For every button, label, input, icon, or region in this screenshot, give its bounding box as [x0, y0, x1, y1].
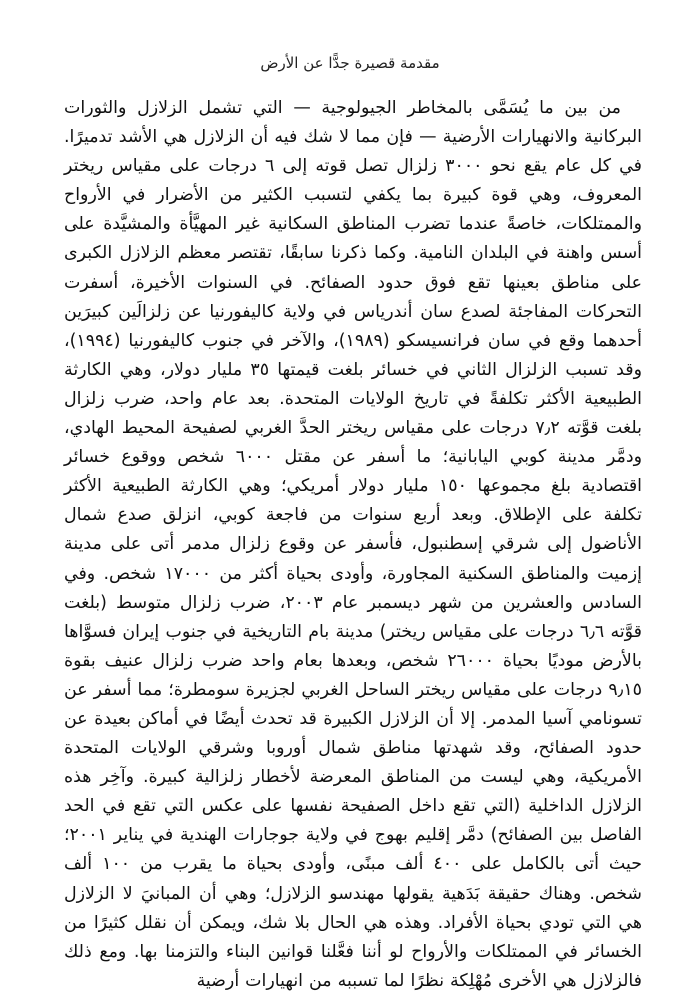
body-paragraph: من بين ما يُسَمَّى بالمخاطر الجيولوجية — التي تشمل الزلازل والثورات البركانية والانهيارات الأرضية — فإن مما لا شك فيه أن الزلازل هي الأشد تدميرًا. في كل عام يقع نحو ٣٠٠٠ زلزال تصل قوته إلى ٦ درجات على مقياس ريختر المعروف، وهي قوة كبيرة بما يكفي لتسبب الكثير من الأضرار في الأرواح والممتلكات، خاصةً عندما تضرب المناطق السكانية غير المهيَّأة والمشيَّدة على أسس واهنة في البلدان النامية. وكما ذكرنا سابقًا، تقتصر معظم الزلازل الكبرى على مناطق بعينها تقع فوق حدود الصفائح. في السنوات الأخيرة، أسفرت التحركات المفاجئة لصدع سان أندرياس في ولاية كاليفورنيا عن زلزالَين كبيرَين أحدهما وقع في سان فرانسيسكو (١٩٨٩)، والآخر في جنوب كاليفورنيا (١٩٩٤)، وقد تسبب الزلزال الثاني في خسائر بلغت قيمتها ٣٥ مليار دولار، وهي الكارثة الطبيعية الأكثر تكلفةً في تاريخ الولايات المتحدة. بعد عام واحد، ضرب زلزال بلغت قوَّته ٧٫٢ درجات على مقياس ريختر الحدَّ الغربي لصفيحة المحيط الهادي، ودمَّر مدينة كوبي اليابانية؛ ما أسفر عن مقتل ٦٠٠٠ شخص ووقوع خسائر اقتصادية بلغ مجموعها ١٥٠ مليار دولار أمريكي؛ وهي الكارثة الطبيعية الأكثر تكلفة على الإطلاق. وبعد أربع سنوات من فاجعة كوبي، انزلق صدع شمال الأناضول إلى شرقي إسطنبول، فأسفر عن وقوع زلزال مدمر أتى على مدينة إزميت والمناطق السكنية المجاورة، وأودى بحياة أكثر من ١٧٠٠٠ شخص. وفي السادس والعشرين من شهر ديسمبر عام ٢٠٠٣، ضرب زلزال متوسط (بلغت قوَّته ٦٫٦ درجات على مقياس ريختر) مدينة بام التاريخية في جنوب إيران فسوَّاها بالأرض موديًا بحياة ٢٦٠٠٠ شخص، وبعدها بعام واحد ضرب زلزال عنيف بقوة ٩٫١٥ درجات على مقياس ريختر الساحل الغربي لجزيرة سومطرة؛ مما أسفر عن تسونامي آسيا المدمر. إلا أن الزلازل الكبيرة قد تحدث أيضًا في أماكن بعيدة عن حدود الصفائح، وقد شهدتها مناطق شمال أوروبا وشرقي الولايات المتحدة الأمريكية، وهي ليست من المناطق المعرضة لأخطار زلزالية كبيرة. وآخِر هذه الزلازل الداخلية (التي تقع داخل الصفيحة نفسها على عكس التي تقع في الحد الفاصل بين الصفائح) دمَّر إقليم بهوج في ولاية جوجارات الهندية في يناير ٢٠٠١؛ حيث أتى بالكامل على ٤٠٠ ألف مبنًى، وأودى بحياة ما يقرب من ١٠٠ ألف شخص. وهناك حقيقة بَدَهية يقولها مهندسو الزلازل؛ وهي أن المبانيَ لا الزلازل هي التي تودي بحياة الأفراد. وهذه هي الحال بلا شك، ويمكن أن نقلل كثيرًا من الخسائر في الممتلكات والأرواح لو أننا فعَّلنا قوانين البناء والتزمنا بها. ومع ذلك فالزلازل هي الأخرى مُهْلِكة نظرًا لما تسببه من انهيارات أرضية [64, 98, 643, 991]
running-header: مقدمة قصيرة جدًّا عن الأرض [260, 54, 440, 72]
